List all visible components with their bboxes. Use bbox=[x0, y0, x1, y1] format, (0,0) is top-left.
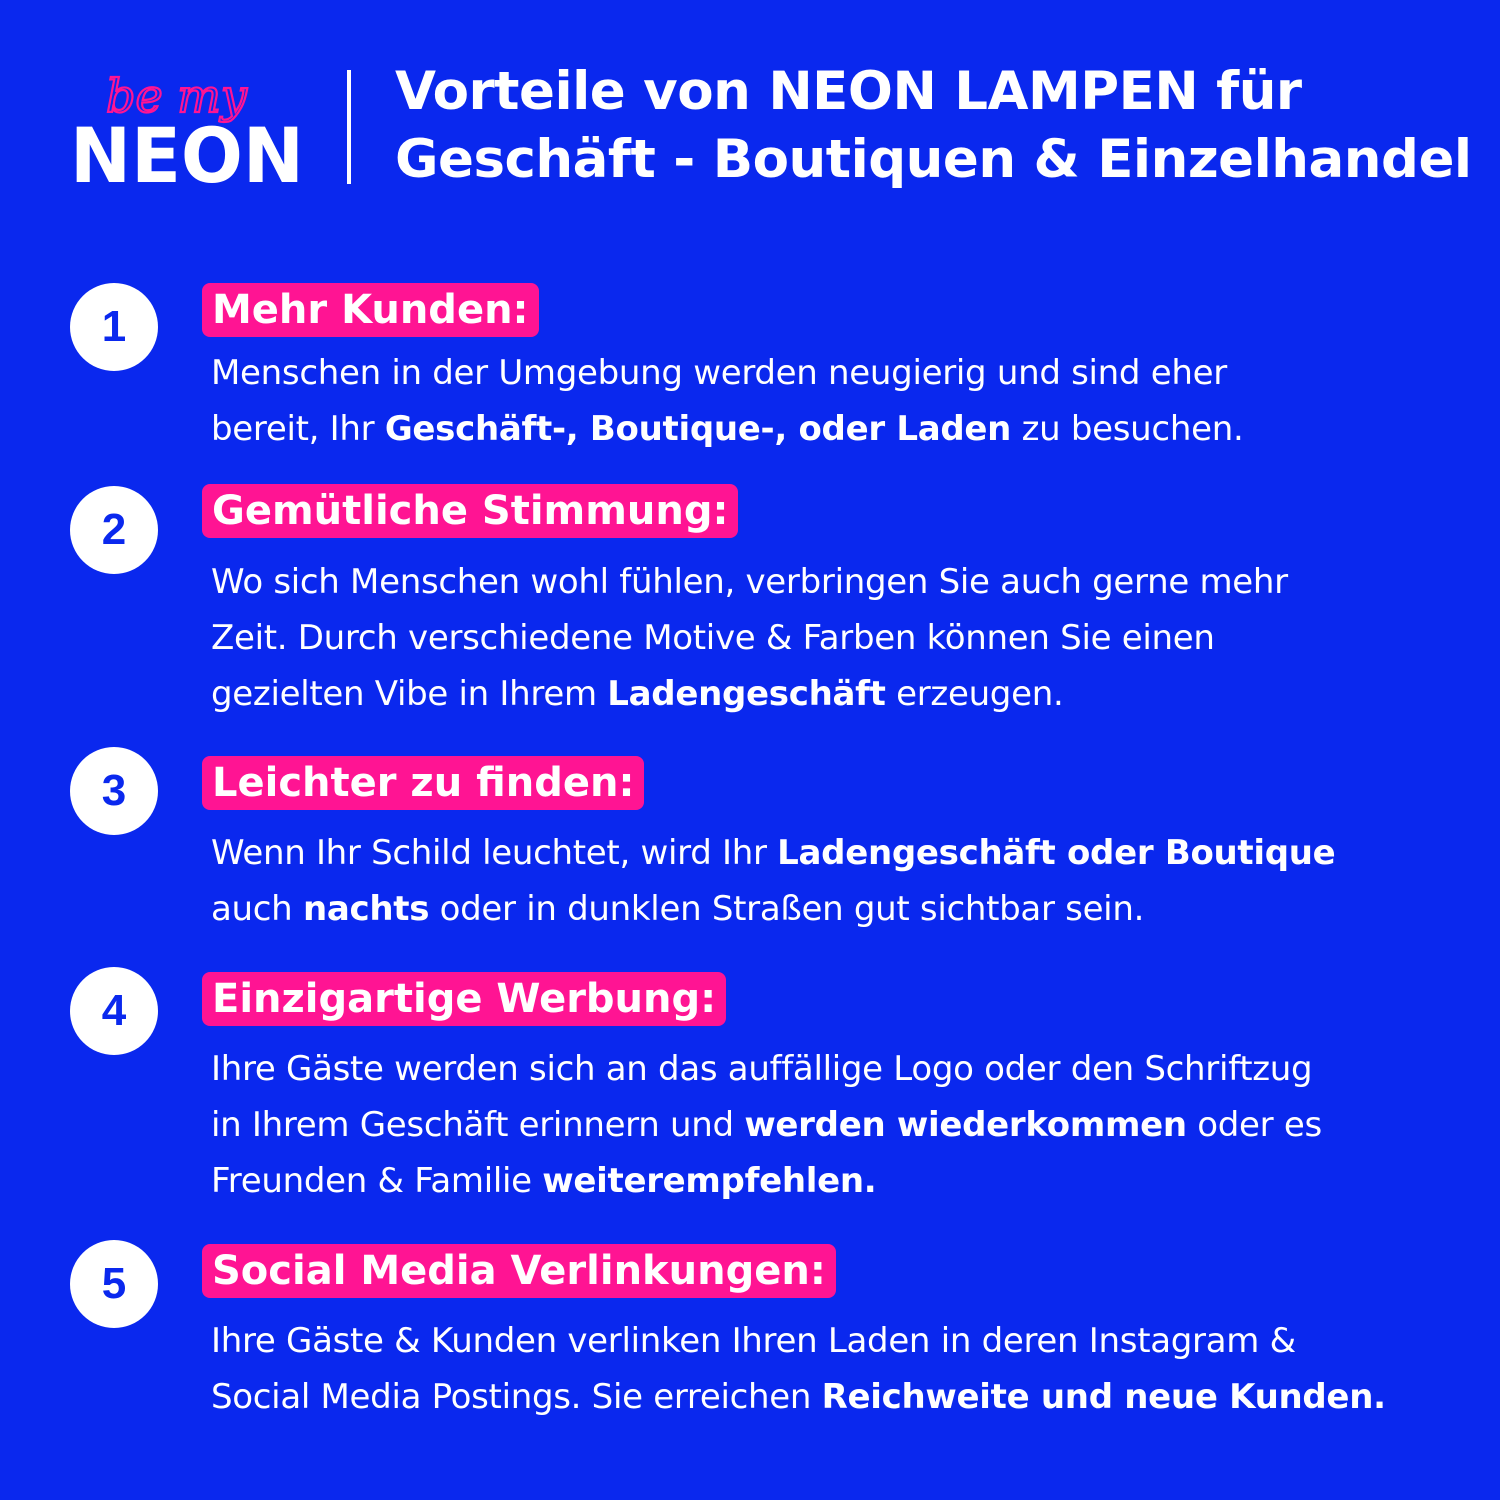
description-line bbox=[211, 401, 1461, 457]
item-description bbox=[211, 1041, 1461, 1209]
item-heading: Social Media Verlinkungen: bbox=[202, 1244, 836, 1298]
emphasis-text: Ladengeschäft bbox=[607, 674, 886, 714]
brand-logo-graphic bbox=[70, 66, 315, 191]
emphasis-text: Geschäft-, Boutique-, oder Laden bbox=[384, 409, 1012, 449]
item-heading: Leichter zu finden: bbox=[202, 756, 644, 810]
emphasis-text: werden wiederkommen bbox=[744, 1105, 1187, 1145]
description-text: oder in dunklen Straßen gut sichtbar sein. bbox=[429, 889, 1145, 929]
description-text: Wo sich Menschen wohl fühlen, verbringen Sie auch gerne mehr bbox=[211, 562, 1288, 602]
description-text: zu besuchen. bbox=[1011, 409, 1244, 449]
item-number-badge: 3 bbox=[70, 747, 158, 835]
header-divider bbox=[347, 70, 351, 184]
description-text: erzeugen. bbox=[885, 674, 1064, 714]
item-description bbox=[211, 345, 1461, 457]
logo-script-text: be my bbox=[106, 69, 247, 123]
description-text: Social Media Postings. Sie erreichen bbox=[211, 1377, 822, 1417]
description-line bbox=[211, 610, 1461, 666]
description-line bbox=[211, 1153, 1461, 1209]
page-title bbox=[395, 58, 1475, 194]
item-number-badge: 1 bbox=[70, 283, 158, 371]
page-title-line-2: Geschäft - Boutiquen & Einzelhandel bbox=[395, 129, 1472, 190]
description-text: Freunden & Familie bbox=[211, 1161, 543, 1201]
description-text: Ihre Gäste & Kunden verlinken Ihren Laden in deren Instagram & bbox=[211, 1321, 1296, 1361]
description-text: Ihre Gäste werden sich an das auffällige Logo oder den Schriftzug bbox=[211, 1049, 1313, 1089]
description-text: bereit, Ihr bbox=[211, 409, 385, 449]
description-line bbox=[211, 825, 1461, 881]
description-line bbox=[211, 1369, 1461, 1425]
description-text: Menschen in der Umgebung werden neugierig und sind eher bbox=[211, 353, 1227, 393]
item-number-badge: 2 bbox=[70, 486, 158, 574]
page-title-line-1: Vorteile von NEON LAMPEN für bbox=[395, 61, 1302, 122]
item-description bbox=[211, 554, 1461, 722]
logo-word-text: NEON bbox=[70, 111, 304, 191]
description-line bbox=[211, 554, 1461, 610]
item-heading: Mehr Kunden: bbox=[202, 283, 539, 337]
emphasis-text: weiterempfehlen. bbox=[542, 1161, 877, 1201]
description-line bbox=[211, 1041, 1461, 1097]
item-description bbox=[211, 1313, 1461, 1425]
item-number-badge: 4 bbox=[70, 967, 158, 1055]
description-line bbox=[211, 881, 1461, 937]
description-text: gezielten Vibe in Ihrem bbox=[211, 674, 608, 714]
emphasis-text: nachts bbox=[302, 889, 430, 929]
description-text: Wenn Ihr Schild leuchtet, wird Ihr bbox=[211, 833, 778, 873]
brand-logo bbox=[70, 66, 315, 191]
item-heading: Einzigartige Werbung: bbox=[202, 972, 726, 1026]
description-text: oder es bbox=[1186, 1105, 1322, 1145]
emphasis-text: Ladengeschäft oder Boutique bbox=[777, 833, 1336, 873]
emphasis-text: Reichweite und neue Kunden. bbox=[821, 1377, 1386, 1417]
description-text: Zeit. Durch verschiedene Motive & Farben können Sie einen bbox=[211, 618, 1215, 658]
description-text: auch bbox=[211, 889, 303, 929]
item-number-badge: 5 bbox=[70, 1240, 158, 1328]
header bbox=[0, 0, 1500, 220]
description-line bbox=[211, 1097, 1461, 1153]
description-line bbox=[211, 345, 1461, 401]
item-heading: Gemütliche Stimmung: bbox=[202, 484, 738, 538]
item-description bbox=[211, 825, 1461, 937]
description-text: in Ihrem Geschäft erinnern und bbox=[211, 1105, 745, 1145]
description-line bbox=[211, 1313, 1461, 1369]
description-line bbox=[211, 666, 1461, 722]
